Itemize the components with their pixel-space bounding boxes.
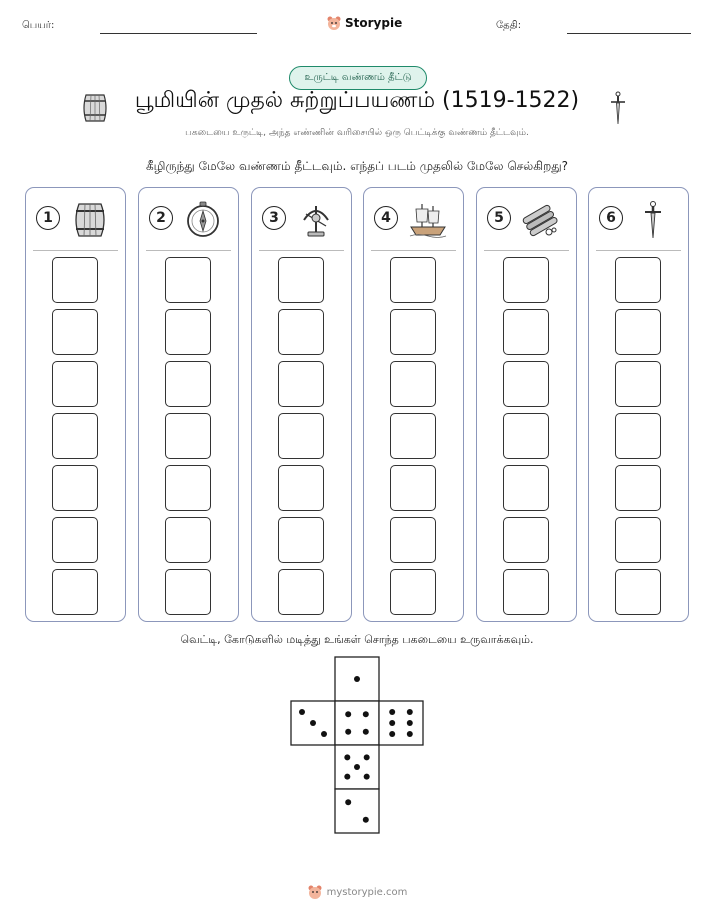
dice-column-3 — [251, 187, 352, 622]
die-face-6 — [379, 701, 423, 745]
die-face-3 — [291, 701, 335, 745]
die-pip — [389, 709, 395, 715]
color-box[interactable] — [503, 465, 549, 511]
die-pip — [389, 720, 395, 726]
color-box[interactable] — [390, 361, 436, 407]
die-pip — [363, 711, 369, 717]
color-box[interactable] — [52, 413, 98, 459]
column-number: 5 — [487, 206, 511, 230]
date-label: தேதி: — [496, 20, 522, 31]
column-divider — [596, 250, 681, 251]
dice-column-4 — [363, 187, 464, 622]
die-net — [290, 656, 424, 836]
sword-icon — [608, 91, 628, 125]
color-box[interactable] — [165, 309, 211, 355]
cut-instruction: வெட்டி, கோடுகளில் மடித்து உங்கள் சொந்த பகடையை உருவாக்கவும். — [180, 633, 534, 646]
die-pip — [354, 764, 360, 770]
column-divider — [371, 250, 456, 251]
dice-column-5 — [476, 187, 577, 622]
color-box[interactable] — [165, 465, 211, 511]
ship-icon — [408, 200, 448, 240]
die-pip — [344, 754, 350, 760]
column-number: 4 — [374, 206, 398, 230]
footer — [0, 884, 714, 900]
color-box[interactable] — [390, 569, 436, 615]
die-pip — [299, 709, 305, 715]
color-box[interactable] — [390, 257, 436, 303]
color-box[interactable] — [278, 361, 324, 407]
die-pip — [363, 817, 369, 823]
color-box[interactable] — [615, 257, 661, 303]
page-title: பூமியின் முதல் சுற்றுப்பயணம் (1519-1522) — [134, 88, 580, 113]
column-divider — [33, 250, 118, 251]
footer-url: mystorypie.com — [326, 886, 408, 898]
column-number: 2 — [149, 206, 173, 230]
die-pip — [321, 731, 327, 737]
die-face-1 — [335, 657, 379, 701]
color-box[interactable] — [278, 569, 324, 615]
color-box[interactable] — [615, 361, 661, 407]
color-box[interactable] — [52, 361, 98, 407]
column-divider — [484, 250, 569, 251]
subtitle: பகடையை உருட்டி, அந்த எண்ணின் வரிசையில் ஒரு பெட்டிக்கு வண்ணம் தீட்டவும். — [185, 128, 529, 138]
color-box[interactable] — [165, 413, 211, 459]
color-box[interactable] — [615, 309, 661, 355]
die-face-5 — [335, 745, 379, 789]
color-box[interactable] — [390, 309, 436, 355]
color-box[interactable] — [165, 257, 211, 303]
color-box[interactable] — [390, 413, 436, 459]
brand-name: Storypie — [345, 16, 403, 30]
color-box[interactable] — [278, 413, 324, 459]
color-box[interactable] — [390, 517, 436, 563]
die-pip — [363, 729, 369, 735]
die-pip — [407, 709, 413, 715]
color-box[interactable] — [503, 257, 549, 303]
color-box[interactable] — [503, 309, 549, 355]
color-box[interactable] — [503, 413, 549, 459]
column-divider — [146, 250, 231, 251]
dice-column-6 — [588, 187, 689, 622]
activity-badge: உருட்டி வண்ணம் தீட்டு — [289, 66, 427, 90]
bear-logo-icon — [307, 884, 323, 900]
die-pip — [407, 731, 413, 737]
dice-column-2 — [138, 187, 239, 622]
astrolabe-icon — [296, 200, 336, 240]
color-box[interactable] — [165, 361, 211, 407]
die-pip — [364, 754, 370, 760]
die-pip — [389, 731, 395, 737]
die-pip — [364, 774, 370, 780]
rope-icon — [521, 200, 561, 240]
color-box[interactable] — [52, 517, 98, 563]
name-label: பெயர்: — [22, 20, 55, 31]
color-box[interactable] — [165, 569, 211, 615]
color-box[interactable] — [503, 569, 549, 615]
color-box[interactable] — [278, 465, 324, 511]
die-pip — [344, 774, 350, 780]
color-box[interactable] — [278, 309, 324, 355]
die-pip — [310, 720, 316, 726]
column-divider — [259, 250, 344, 251]
color-box[interactable] — [615, 465, 661, 511]
die-pip — [345, 711, 351, 717]
color-box[interactable] — [52, 569, 98, 615]
bear-logo-icon — [326, 15, 342, 31]
die-pip — [345, 729, 351, 735]
compass-icon — [183, 200, 223, 240]
barrel-icon — [70, 200, 110, 240]
die-pip — [354, 676, 360, 682]
color-box[interactable] — [52, 257, 98, 303]
color-box[interactable] — [615, 569, 661, 615]
sword-icon — [633, 200, 673, 240]
die-face-2 — [335, 789, 379, 833]
brand-logo — [326, 13, 406, 33]
color-box[interactable] — [165, 517, 211, 563]
column-number: 1 — [36, 206, 60, 230]
color-box[interactable] — [615, 413, 661, 459]
die-pip — [407, 720, 413, 726]
color-box[interactable] — [615, 517, 661, 563]
color-box[interactable] — [503, 361, 549, 407]
color-box[interactable] — [390, 465, 436, 511]
color-box[interactable] — [278, 257, 324, 303]
instruction-text: கீழிருந்து மேலே வண்ணம் தீட்டவும். எந்தப் படம் முதலில் மேலே செல்கிறது? — [145, 159, 569, 173]
color-box[interactable] — [503, 517, 549, 563]
die-face-4 — [335, 701, 379, 745]
name-field[interactable] — [100, 33, 257, 34]
color-box[interactable] — [52, 309, 98, 355]
die-pip — [345, 799, 351, 805]
color-box[interactable] — [278, 517, 324, 563]
date-field[interactable] — [567, 33, 691, 34]
column-number: 6 — [599, 206, 623, 230]
color-box[interactable] — [52, 465, 98, 511]
dice-column-1 — [25, 187, 126, 622]
column-number: 3 — [262, 206, 286, 230]
